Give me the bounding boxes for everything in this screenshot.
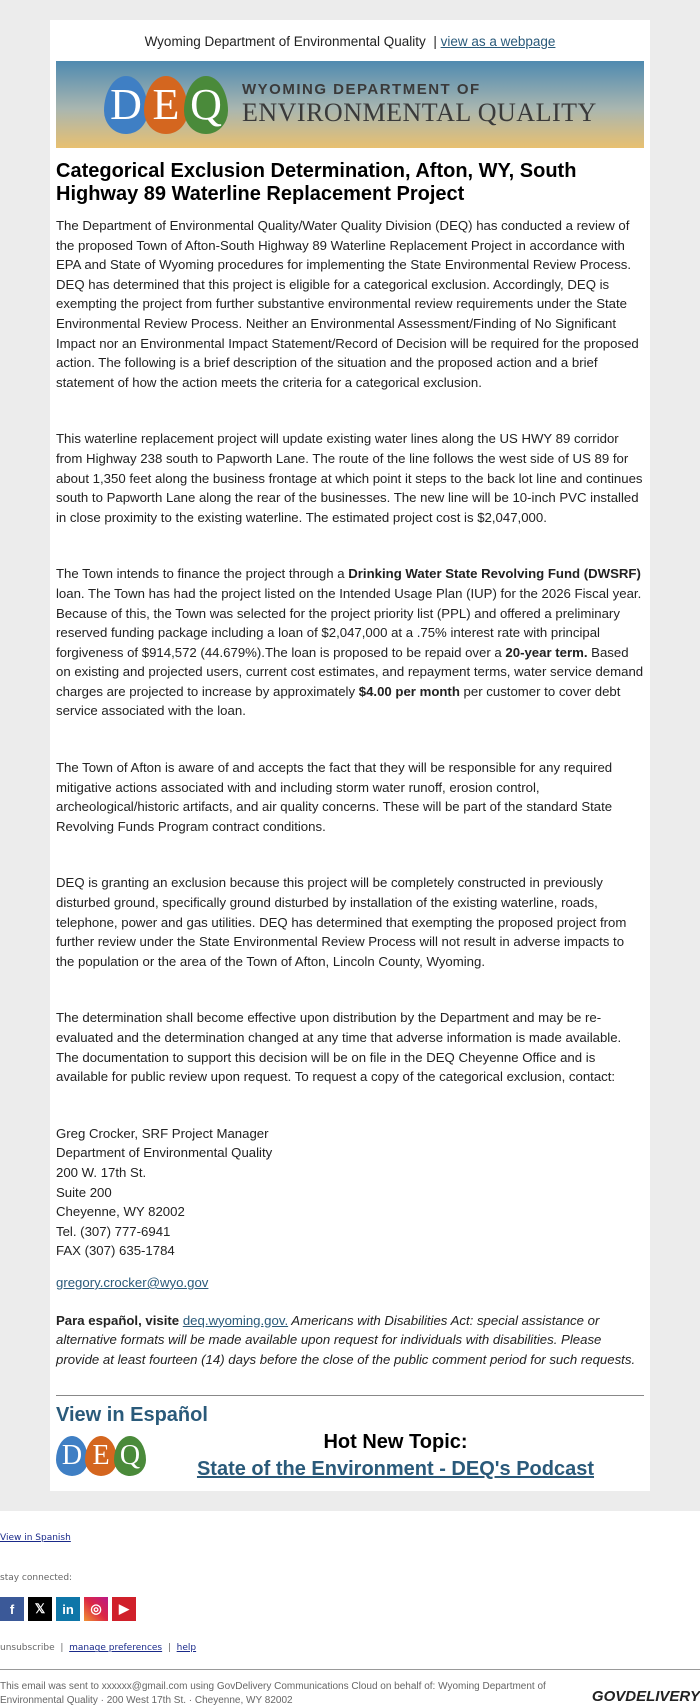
bold-text: Drinking Water State Revolving Fund (DWSRF) xyxy=(348,566,641,582)
contact-block xyxy=(56,1124,644,1293)
text: per customer to cover debt service associated with the loan. xyxy=(56,683,621,719)
view-as-webpage-link[interactable]: view as a webpage xyxy=(440,34,556,49)
logo-letter: E xyxy=(85,1436,117,1476)
deq-logo-d: D xyxy=(104,76,148,134)
contact-dept: Department of Environmental Quality xyxy=(56,1145,273,1161)
govdelivery-logo: GOVDELIVERY xyxy=(591,1688,700,1706)
social-links xyxy=(0,1597,700,1621)
deq-logo-q: Q xyxy=(184,76,228,134)
unsubscribe-link[interactable]: unsubscribe xyxy=(0,1643,55,1654)
view-in-espanol[interactable]: View in Español xyxy=(56,1404,208,1427)
bold-text: Para español, visite xyxy=(56,1312,183,1328)
deq-website-link[interactable]: deq.wyoming.gov. xyxy=(182,1312,289,1328)
contact-fax: FAX (307) 635-1784 xyxy=(56,1243,175,1259)
email-card xyxy=(50,20,650,1491)
bold-text: $4.00 per month xyxy=(358,683,460,699)
preheader xyxy=(56,34,644,49)
contact-email-link[interactable]: gregory.crocker@wyo.gov xyxy=(56,1274,209,1290)
spanish-ada-note xyxy=(56,1311,644,1370)
logo-letter: D xyxy=(56,1436,88,1476)
hot-topic-heading: Hot New Topic: xyxy=(323,1431,468,1454)
contact-address: 200 W. 17th St. xyxy=(56,1164,147,1180)
view-in-spanish-link[interactable]: View in Spanish xyxy=(0,1533,71,1544)
paragraph-financing xyxy=(56,564,644,721)
legal-footer xyxy=(0,1669,700,1708)
paragraph-exclusion: DEQ is granting an exclusion because this project will be completely constructed in previously disturbed ground, specifically ground disturbed by installation of the existing waterline, roads, telephone, power and gas utilities. DEQ has determined that exempting the proposed project from further review under the State Environmental Review Process will not result in adverse impacts to the population or the area of the Town of Afton, Lincoln County, Wyoming. xyxy=(56,875,627,969)
banner-line1: WYOMING DEPARTMENT OF xyxy=(242,81,481,98)
youtube-icon[interactable]: ▶ xyxy=(112,1597,136,1621)
contact-suite: Suite 200 xyxy=(56,1184,112,1200)
contact-city: Cheyenne, WY 82002 xyxy=(56,1204,185,1220)
legal-line-2: Environmental Quality · 200 West 17th St. · Cheyenne, WY 82002 xyxy=(0,1695,293,1707)
org-name: Wyoming Department of Environmental Quality xyxy=(144,34,426,49)
bold-text: 20-year term. xyxy=(505,644,588,660)
contact-name: Greg Crocker, SRF Project Manager xyxy=(56,1125,269,1141)
footer xyxy=(0,1511,700,1708)
page-title: Categorical Exclusion Determination, Afton, WY, South Highway 89 Waterline Replacement Project xyxy=(56,160,577,205)
podcast-link[interactable]: State of the Environment - DEQ's Podcast xyxy=(196,1458,595,1481)
contact-phone: Tel. (307) 777-6941 xyxy=(56,1223,171,1239)
paragraph-mitigation: The Town of Afton is aware of and accepts the fact that they will be responsible for any required mitigative actions associated with and including storm water runoff, erosion control, archeological/historic artifacts, and air quality concerns. These will be part of the standard State Revolving Funds Program contract conditions. xyxy=(56,760,613,834)
manage-preferences-link[interactable]: manage preferences xyxy=(69,1643,163,1654)
ada-text: Americans with Disabilities Act: special assistance or alternative formats will be made available upon request for individuals with disabilities. Please provide at least fourteen (14) days before the close of the public comment period for such requests. xyxy=(56,1312,636,1367)
linkedin-icon[interactable]: in xyxy=(56,1597,80,1621)
paragraph-determination: The determination shall become effective upon distribution by the Department and may be re-evaluated and the determination changed at any time that adverse information is made available. The documentation to support this decision will be on file in the DEQ Cheyenne Office and is available for public review upon request. To request a copy of the categorical exclusion, contact: xyxy=(56,1010,622,1085)
legal-line-1: This email was sent to xxxxxx@gmail.com using GovDelivery Communications Cloud on behalf of: Wyoming Department of xyxy=(0,1681,546,1693)
x-icon[interactable]: 𝕏 xyxy=(28,1597,52,1621)
paragraph-intro: The Department of Environmental Quality/Water Quality Division (DEQ) has conducted a review of the proposed Town of Afton-South Highway 89 Waterline Replacement Project in accordance with EPA and State of Wyoming procedures for implementing the State Environmental Review Process. DEQ has determined that this project is eligible for a categorical exclusion. Accordingly, DEQ is exempting the project from further substantive environmental review requirements under the State Environmental Review Process. Neither an Environmental Assessment/Finding of No Significant Impact nor an Environmental Impact Statement/Record of Decision will be required for the proposed action. The following is a brief description of the situation and the proposed action and a brief statement of how the action meets the criteria for a categorical exclusion. xyxy=(56,218,639,390)
separator: | xyxy=(60,1643,64,1654)
deq-banner xyxy=(56,61,644,148)
deq-logo-e: E xyxy=(144,76,188,134)
deq-small-logo xyxy=(56,1436,143,1476)
text: loan. The Town has had the project listed on the Intended Usage Plan (IUP) for the 2026 Fiscal year. Because of this, the Town was selected for the project priority list (PPL) and offered a preliminary reserved funding package including a loan of $2,047,000 at a .75% interest rate with principal forgiveness of $914,572 (44.679%).The loan is proposed to be repaid over a xyxy=(56,585,642,660)
help-link[interactable]: help xyxy=(176,1643,197,1654)
facebook-icon[interactable]: f xyxy=(0,1597,24,1621)
divider xyxy=(56,1395,644,1396)
instagram-icon[interactable]: ◎ xyxy=(84,1597,108,1621)
text: Based on existing and projected users, current cost estimates, and repayment terms, water service demand charges are projected to increase by approximately xyxy=(56,644,644,699)
banner-line2: ENVIRONMENTAL QUALITY xyxy=(242,98,597,127)
text: The Town intends to finance the project through a xyxy=(56,566,349,582)
separator: | xyxy=(433,34,437,49)
separator: | xyxy=(167,1643,171,1654)
logo-letter: Q xyxy=(114,1436,146,1476)
stay-connected-label: stay connected: xyxy=(0,1573,73,1584)
paragraph-description: This waterline replacement project will update existing water lines along the US HWY 89 corridor from Highway 238 south to Papworth Lane. The route of the line follows the west side of US 89 for about 1,350 feet along the business frontage at which point it steps to the back lot line and continues south to Papworth Lane along the rear of the businesses. The new line will be 10-inch PVC installed in close proximity to the existing waterline. The estimated project cost is $2,047,000. xyxy=(56,431,643,525)
